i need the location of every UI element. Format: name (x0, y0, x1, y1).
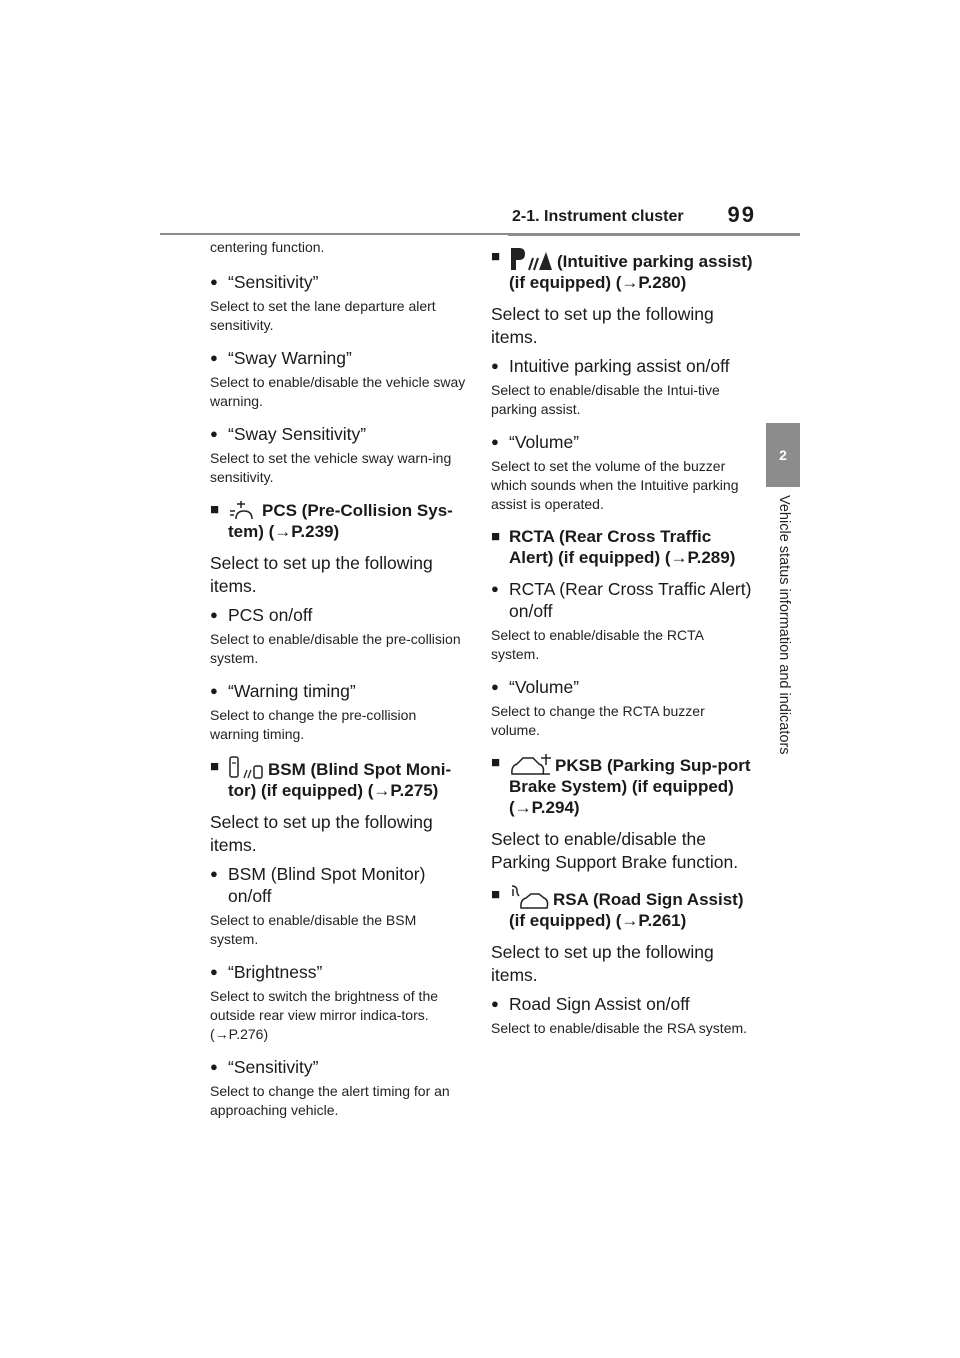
pksb-icon (509, 752, 551, 776)
section-heading-rcta: ■ RCTA (Rear Cross Traffic Alert) (if equipped) (→P.289) (491, 527, 736, 567)
pcs-icon (228, 499, 258, 521)
page-header (508, 200, 800, 236)
list-item: ● “Volume” (491, 677, 580, 697)
lead-text: Select to set up the following items. (210, 812, 433, 855)
page-number: 99 (727, 202, 756, 227)
lead-text: Select to set up the following items. (491, 304, 714, 347)
right-column (491, 238, 753, 1050)
list-item: ● “Sensitivity” (210, 272, 319, 292)
section-heading-bsm: ■ BSM (Blind Spot Moni-tor) (if equipped) (→P.275) (210, 758, 452, 800)
item-description: Select to set the lane departure alert sensitivity. (210, 298, 436, 333)
item-description: Select to set the vehicle sway warn-ing sensitivity. (210, 450, 452, 485)
item-description: Select to enable/disable the RCTA system. (491, 627, 704, 662)
rsa-icon (509, 884, 549, 910)
list-item: ● “Sensitivity” (210, 1057, 319, 1077)
list-item: ● “Volume” (491, 432, 580, 452)
item-description: Select to enable/disable the vehicle sway warning. (210, 374, 466, 409)
left-column (210, 238, 468, 1132)
lead-text: Select to set up the following items. (491, 942, 714, 985)
list-item: ● “Brightness” (210, 962, 323, 982)
section-heading-pksb: ■ PKSB (Parking Sup-port Brake System) (if equipped) (→P.294) (491, 754, 751, 817)
bsm-icon (228, 756, 264, 780)
section-title: 2-1. Instrument cluster (512, 208, 684, 225)
chapter-number: 2 (779, 447, 787, 463)
header-rule (508, 233, 800, 236)
item-description: Select to enable/disable the BSM system. (210, 912, 417, 947)
item-description: Select to switch the brightness of the outside rear view mirror indica-tors. (→P.276) (210, 988, 439, 1042)
list-item: ● “Warning timing” (210, 681, 356, 701)
lead-text: Select to set up the following items. (210, 553, 433, 596)
list-item: ● PCS on/off (210, 605, 313, 625)
item-description: Select to change the pre-collision warning timing. (210, 707, 417, 742)
item-description: Select to enable/disable the pre-collision system. (210, 631, 461, 666)
lead-text: Select to enable/disable the Parking Support Brake function. (491, 829, 739, 872)
parking-assist-icon (509, 246, 553, 272)
list-item: ● RCTA (Rear Cross Traffic Alert) on/off (491, 579, 752, 621)
item-description: Select to enable/disable the RSA system. (491, 1020, 748, 1036)
chapter-title: Vehicle status information and indicators (776, 495, 792, 755)
chapter-title-vertical (766, 495, 800, 795)
list-item: ● “Sway Sensitivity” (210, 424, 367, 444)
chapter-tab (766, 423, 800, 487)
list-item: ● BSM (Blind Spot Monitor) on/off (210, 864, 426, 906)
list-item: ● “Sway Warning” (210, 348, 352, 368)
item-description: Select to set the volume of the buzzer which sounds when the Intuitive parking assist is operated. (491, 458, 739, 512)
item-description: Select to change the RCTA buzzer volume. (491, 703, 705, 738)
intro-text: centering function. (210, 239, 325, 255)
list-item: ● Intuitive parking assist on/off (491, 356, 730, 376)
section-heading-rsa: ■ RSA (Road Sign Assist) (if equipped) (→P.261) (491, 886, 744, 930)
header-rule-left (160, 233, 510, 235)
list-item: ● Road Sign Assist on/off (491, 994, 690, 1014)
item-description: Select to enable/disable the Intui-tive parking assist. (491, 382, 720, 417)
section-heading-ipa: ■ (Intuitive parking assist) (if equipped) (→P.280) (491, 248, 753, 292)
section-heading-pcs: ■ PCS (Pre-Collision Sys-tem) (→P.239) (210, 501, 453, 541)
item-description: Select to change the alert timing for an approaching vehicle. (210, 1083, 450, 1118)
